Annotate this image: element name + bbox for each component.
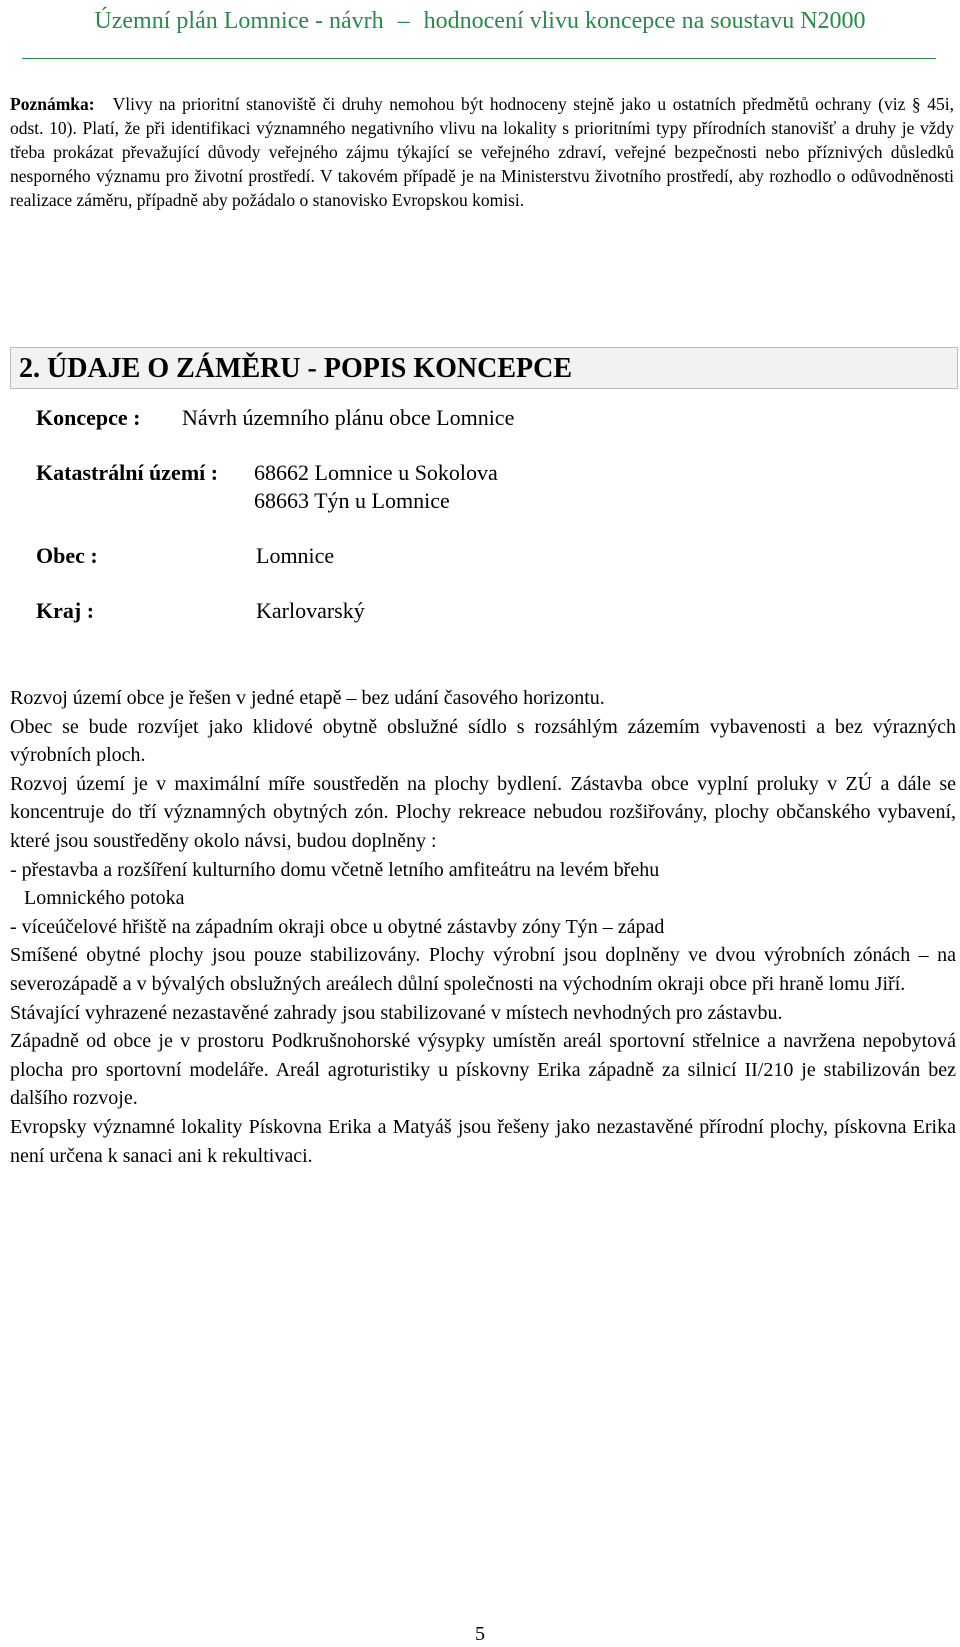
note-label: Poznámka:	[10, 94, 95, 114]
section-heading: 2. ÚDAJE O ZÁMĚRU - POPIS KONCEPCE	[10, 347, 958, 389]
obec-label: Obec :	[36, 543, 98, 568]
body-paragraph-5: Stávající vyhrazené nezastavěné zahrady jsou stabilizované v místech nevhodných pro zástavbu.	[10, 1001, 783, 1024]
koncepce-value: Návrh územního plánu obce Lomnice	[182, 405, 515, 430]
note-text: Vlivy na prioritní stanoviště či druhy nemohou být hodnoceny stejně jako u ostatních předmětů ochrany (viz § 45i, odst. 10). Platí, že při identifikaci významného negativního vlivu na lokality s prioritními typy přírodních stanovišť a druhy je vždy třeba prokázat převažující důvody veřejného zájmu týkající se veřejného zdraví, veřejné bezpečnosti nebo příznivých důsledků nesporného významu pro životní prostředí. V takovém případě je na Ministerstvu životního prostředí, aby rozhodlo o odůvodněnosti realizace záměru, případně aby požádalo o stanovisko Evropskou komisi.	[10, 94, 954, 210]
body-list-item-1: - přestavba a rozšíření kulturního domu včetně letního amfiteátru na levém břehu	[10, 858, 660, 881]
body-paragraph-2: Obec se bude rozvíjet jako klidové obytně obslužné sídlo s rozsáhlým zázemím vybavenosti a bez výrazných výrobních ploch.	[10, 715, 956, 767]
header-rule	[22, 58, 936, 59]
koncepce-label: Koncepce :	[36, 405, 141, 430]
body-paragraph-1: Rozvoj území obce je řešen v jedné etapě – bez udání časového horizontu.	[10, 687, 605, 709]
page-header	[0, 6, 960, 36]
katastr-label: Katastrální území :	[36, 460, 219, 485]
header-document-title: Územní plán Lomnice - návrh	[94, 8, 384, 34]
description-body	[10, 684, 956, 1170]
katastr-value-2: 68663 Týn u Lomnice	[254, 488, 450, 513]
body-list-item-1-continued: Lomnického potoka	[24, 887, 185, 910]
body-paragraph-7: Evropsky významné lokality Pískovna Erika a Matyáš jsou řešeny jako nezastavěné přírodní plochy, pískovna Erika není určena k sanaci ani k rekultivaci.	[10, 1115, 956, 1167]
kraj-value: Karlovarský	[256, 598, 365, 623]
katastr-value-1: 68662 Lomnice u Sokolova	[254, 460, 498, 485]
body-paragraph-4: Smíšené obytné plochy jsou pouze stabilizovány. Plochy výrobní jsou doplněny ve dvou výrobních zónách – na severozápadě a v bývalých obslužných areálech důlní společnosti na východním okraji obce při hraně lomu Jiří.	[10, 944, 956, 995]
page-number: 5	[475, 1623, 485, 1645]
kraj-label: Kraj :	[36, 598, 95, 623]
header-separator: –	[397, 8, 410, 34]
body-list-item-2: - víceúčelové hřiště na západním okraji obce u obytné zástavby zóny Týn – západ	[10, 915, 665, 938]
body-paragraph-6: Západně od obce je v prostoru Podkrušnohorské výsypky umístěn areál sportovní střelnice a navržena nepobytová plocha pro sportovní modeláře. Areál agroturistiky u pískovny Erika západně za silnicí II/210 je stabilizován bez dalšího rozvoje.	[10, 1030, 956, 1110]
header-subtitle: hodnocení vlivu koncepce na soustavu N2000	[423, 8, 866, 34]
body-paragraph-3: Rozvoj území je v maximální míře soustředěn na plochy bydlení. Zástavba obce vyplní proluky v ZÚ a dále se koncentruje do tří významných obytných zón. Plochy rekreace nebudou rozšiřovány, plochy občanského vybavení, které jsou soustředěny okolo návsi, budou doplněny :	[10, 772, 956, 852]
note-paragraph	[10, 92, 954, 212]
obec-value: Lomnice	[256, 543, 335, 568]
